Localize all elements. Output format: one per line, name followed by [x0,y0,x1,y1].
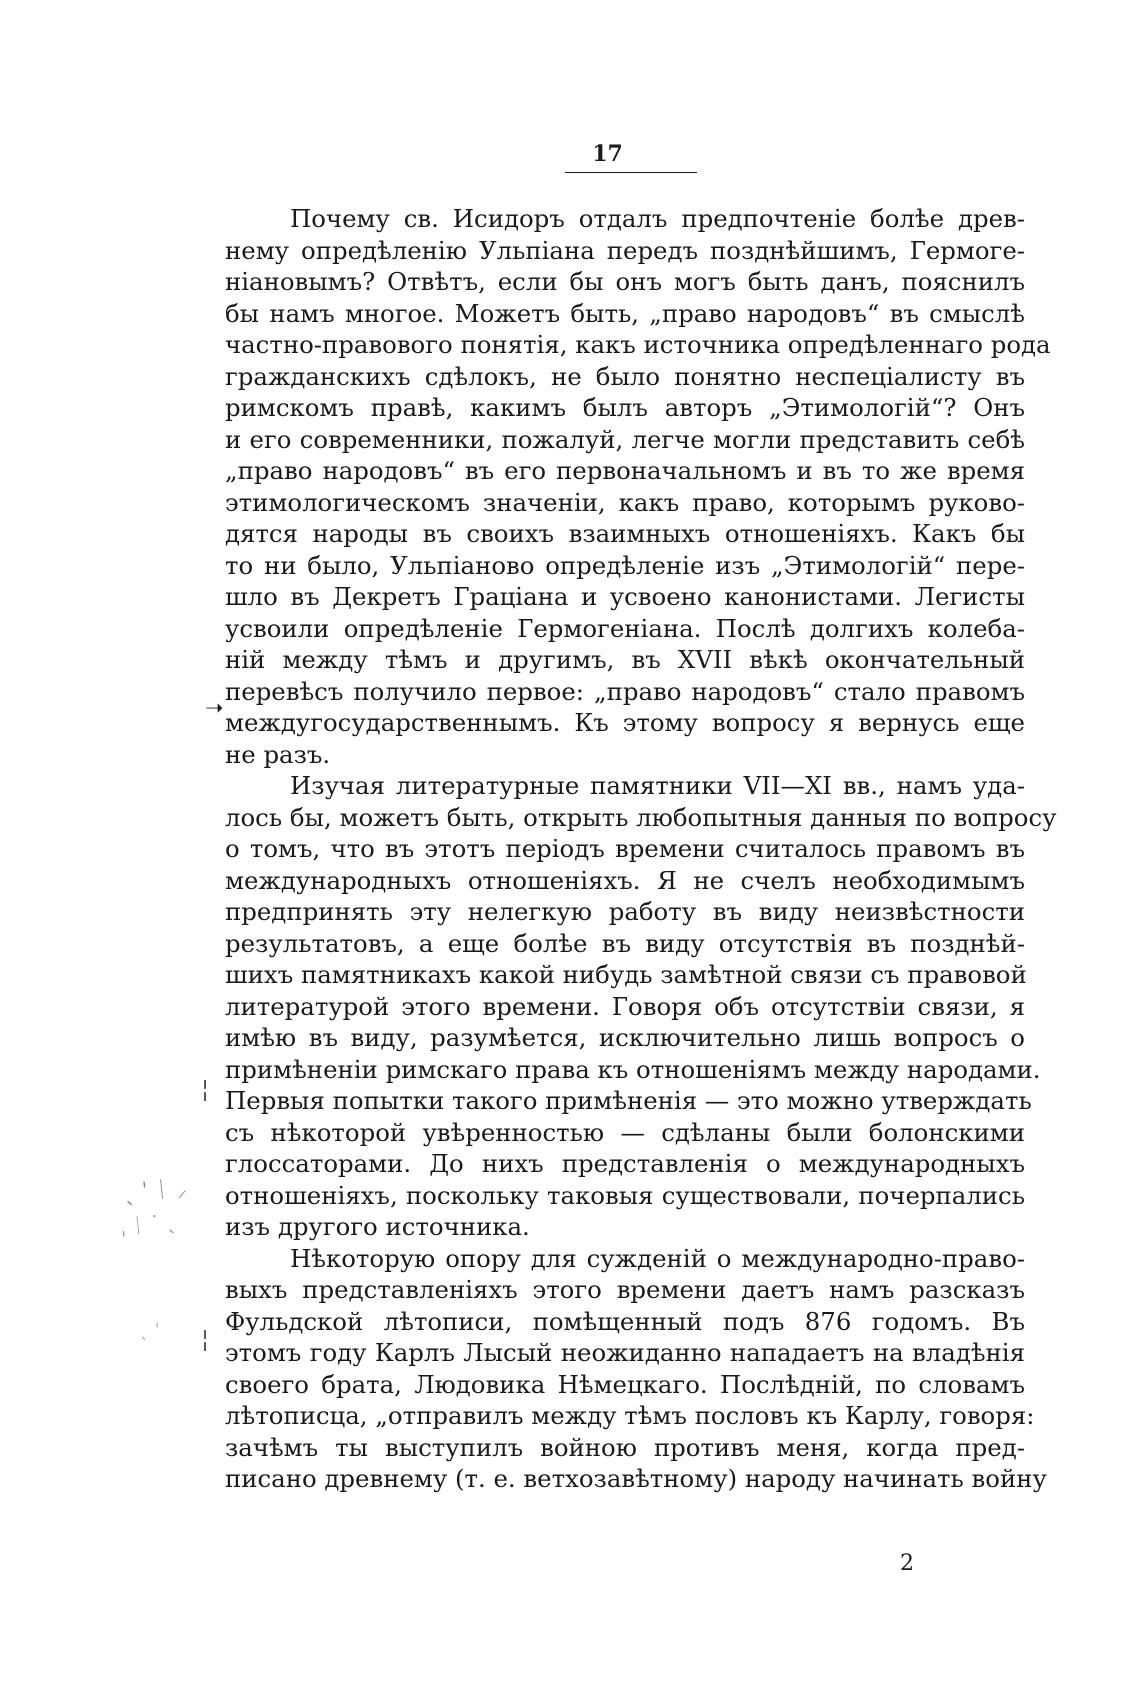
text-line: дятся народы въ своихъ взаимныхъ отношеніяхъ. Какъ бы [225,519,1025,548]
text-line: имѣю въ виду, разумѣется, исключительно лишь вопросъ о [225,1023,1025,1052]
margin-arrow-icon: ➝ [205,696,224,721]
text-line: своего брата, Людовика Нѣмецкаго. Послѣдній, по словамъ [225,1369,1025,1399]
text-line: литературой этого времени. Говоря объ отсутствіи связи, я [225,991,1025,1021]
text-line: ній между тѣмъ и другимъ, въ XVII вѣкѣ окончательный [225,645,1025,674]
text-line: зачѣмъ ты выступилъ войною противъ меня, когда пред- [225,1432,1025,1462]
text-line: гражданскихъ сдѣлокъ, не было понятно неспеціалисту въ [225,361,1025,391]
text-line: лось бы, можетъ быть, открыть любопытныя данныя по вопросу [225,802,1057,832]
text-line: нему опредѣленію Ульпіана передъ позднѣйшимъ, Гермоге- [225,235,1025,265]
text-line: отношеніяхъ, поскольку таковыя существовали, почерпались [225,1180,1025,1210]
text-line: о томъ, что въ этотъ періодъ времени считалось правомъ въ [225,834,1025,863]
body-text [225,203,1057,1495]
handwritten-note-icon: ˌ ᛁ ˙ ˎ [118,1209,178,1239]
header-rule [565,172,697,173]
text-line: перевѣсъ получило первое: „право народовъ“ стало правомъ [225,676,1025,706]
margin-bar-icon: ¦ [201,1325,210,1353]
text-line: примѣненіи римскаго права къ отношеніямъ между народами. [225,1054,1041,1084]
text-line: Первыя попытки такого примѣненія — это можно утверждать [225,1086,1032,1115]
signature-mark: 2 [900,1551,914,1576]
text-line: лѣтописца, „отправилъ между тѣмъ пословъ къ Карлу, говоря: [225,1401,1035,1430]
handwritten-note-icon: ˎ ˈ ᛁ ⸝ [122,1174,190,1207]
text-line: бы намъ многое. Можетъ быть, „право народовъ“ въ смыслѣ [225,298,1025,328]
text-line: этимологическомъ значеніи, какъ право, которымъ руково- [225,487,1025,517]
text-line: Фульдской лѣтописи, помѣщенный подъ 876 годомъ. Въ [225,1306,1025,1336]
text-line: глоссаторами. До нихъ представленія о международныхъ [225,1149,1025,1178]
text-line: ніановымъ? Отвѣтъ, если бы онъ могъ быть данъ, пояснилъ [225,267,1025,296]
text-line: съ нѣкоторой увѣренностью — сдѣланы были болонскими [225,1117,1025,1147]
text-line: результатовъ, а еще болѣе въ виду отсутствія въ позднѣй- [225,928,1025,958]
text-line: междугосударственнымъ. Къ этому вопросу я вернусь еще [225,708,1025,737]
text-line: международныхъ отношеніяхъ. Я не счелъ необходимымъ [225,865,1025,895]
text-line: выхъ представленіяхъ этого времени даетъ намъ разсказъ [225,1275,1025,1304]
text-line: римскомъ правѣ, какимъ былъ авторъ „Этимологій“? Онъ [225,393,1025,422]
text-line: Нѣкоторую опору для сужденій о международно-право- [290,1243,1025,1273]
text-line: Почему св. Исидоръ отдалъ предпочтеніе болѣе древ- [290,204,1025,233]
margin-bar-icon: ¦ [201,1075,210,1103]
text-line: усвоили опредѣленіе Гермогеніана. Послѣ долгихъ колеба- [225,613,1025,643]
text-line: частно-правового понятія, какъ источника опредѣленнаго рода [225,330,1051,359]
text-line: писано древнему (т. е. ветхозавѣтному) народу начинать войну [225,1464,1047,1493]
text-line: изъ другого источника. [225,1212,530,1241]
handwritten-note-icon: ˎ ˈ [140,1320,160,1341]
text-line: этомъ году Карлъ Лысый неожиданно нападаетъ на владѣнія [225,1338,1025,1367]
text-line: Изучая литературные памятники VII—XI вв., намъ уда- [290,771,1025,800]
text-line: предпринять эту нелегкую работу въ виду неизвѣстности [225,897,1025,926]
text-line: шло въ Декретъ Граціана и усвоено канонистами. Легисты [225,582,1025,611]
text-line: и его современники, пожалуй, легче могли представить себѣ [225,424,1025,454]
text-line: то ни было, Ульпіаново опредѣленіе изъ „Этимологій“ пере- [225,550,1025,580]
page-number: 17 [592,141,623,167]
text-line: не разъ. [225,739,331,769]
text-line: „право народовъ“ въ его первоначальномъ и въ то же время [225,456,1025,485]
text-line: шихъ памятникахъ какой нибудь замѣтной связи съ правовой [225,960,1027,989]
